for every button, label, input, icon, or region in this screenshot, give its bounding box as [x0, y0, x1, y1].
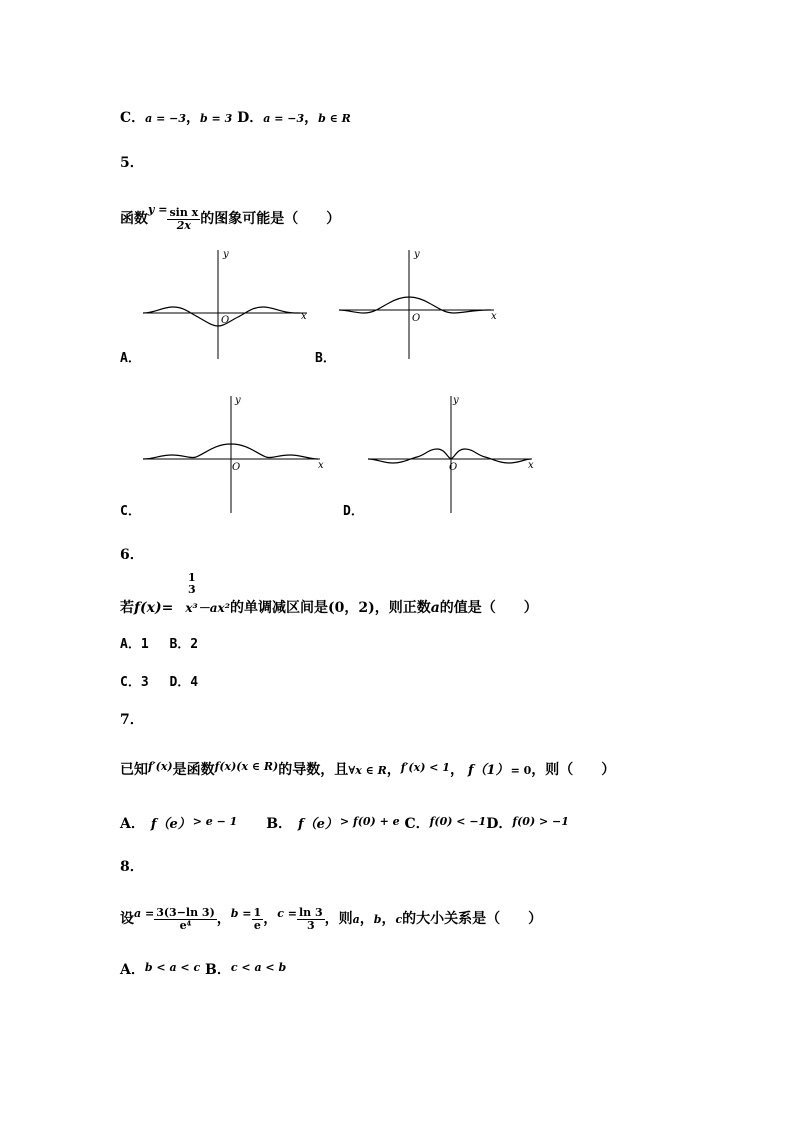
math-expr: f′(x)	[148, 760, 173, 773]
separator: ，	[216, 911, 231, 927]
math-var: c	[395, 913, 403, 926]
math-expr: b < a < c	[144, 961, 201, 974]
y-axis-label: y	[223, 249, 229, 260]
option-d-label: D．	[486, 816, 513, 832]
option-d-label: D．	[343, 504, 364, 519]
question-number: 8．	[120, 859, 144, 875]
fraction	[167, 207, 200, 232]
separator: ，	[359, 911, 374, 927]
x-axis-label: x	[491, 311, 497, 322]
stem-text: 的导数，且	[278, 762, 349, 778]
origin-label: O	[412, 313, 421, 324]
stem-text: 函数	[120, 211, 148, 227]
y-axis-label: y	[414, 249, 420, 260]
math-expr: f(0) < −1	[429, 815, 487, 828]
question-stem	[120, 904, 542, 932]
y-axis-label: y	[235, 395, 241, 406]
fraction	[186, 572, 198, 596]
fraction-denominator: 2x	[176, 218, 191, 232]
separator: ，	[263, 911, 278, 927]
separator: ，	[449, 762, 464, 778]
option-d-label: D．	[237, 110, 264, 126]
separator: ，	[386, 762, 401, 778]
question-stem	[120, 757, 615, 781]
fraction-a	[154, 907, 217, 932]
question-stem	[120, 200, 340, 232]
question-number: 5．	[120, 155, 144, 171]
option-b-label: B．	[266, 816, 293, 832]
math-expr: b = 3	[200, 112, 233, 125]
math-expr: f（1）	[467, 763, 509, 778]
graph-option-d	[365, 393, 545, 515]
option-c-label: C．	[120, 504, 141, 519]
fraction-numerator: 3(3−ln 3)	[156, 905, 215, 919]
curve	[368, 449, 531, 463]
math-expr: c < a < b	[230, 961, 287, 974]
option-c-label: C．	[120, 110, 146, 126]
math-expr: f（e）	[150, 817, 191, 832]
stem-text: ，则（ ）	[531, 762, 616, 778]
graph-option-c	[140, 393, 330, 515]
origin-label: O	[232, 462, 241, 473]
fraction-numerator: ln 3	[298, 905, 323, 919]
math-expr: f(x)(x ∈ R)	[214, 760, 279, 773]
option-a-label: A．	[120, 351, 141, 366]
math-expr: f（e）	[298, 817, 338, 832]
fraction-denominator: 3	[188, 583, 196, 596]
fraction-c	[297, 907, 325, 932]
fraction-numerator: 1	[188, 571, 196, 584]
q7-options	[120, 812, 569, 835]
stem-text: 若	[120, 600, 134, 616]
math-expr: ∀x ∈ R	[348, 764, 387, 777]
origin-label: O	[221, 315, 230, 326]
math-expr: b =	[230, 907, 252, 920]
stem-text: 的单调减区间是(0，2)，则正数	[229, 600, 431, 616]
separator: ，	[381, 911, 396, 927]
graph-option-b	[336, 247, 506, 362]
question-stem-line	[120, 598, 538, 618]
math-expr: c =	[277, 907, 297, 920]
x-axis-label: x	[318, 460, 324, 471]
stem-text: ，则	[324, 911, 353, 927]
question-number: 6．	[120, 547, 144, 563]
option-c-label: C．	[404, 816, 430, 832]
math-expr: a = −3	[145, 112, 187, 125]
separator: ，	[304, 110, 319, 126]
fraction-numerator: 1	[253, 905, 262, 919]
math-expr: x³－ax²	[185, 601, 230, 615]
option-a-label: A．	[120, 816, 145, 832]
fraction-denominator: 3	[306, 918, 315, 932]
math-var: b	[373, 913, 382, 926]
y-axis-label: y	[453, 395, 459, 406]
math-expr: a = −3	[263, 112, 305, 125]
q6-options-cd: C．3 D．4	[120, 675, 199, 690]
math-expr: > f(0) + e	[339, 815, 400, 828]
math-var: a	[430, 600, 440, 616]
fraction-numerator: sin x	[169, 205, 199, 219]
stem-text: 的值是（ ）	[439, 600, 538, 616]
math-expr: f(0) > −1	[512, 815, 569, 828]
math-expr: f′(x) < 1	[400, 761, 450, 774]
math-var: a	[352, 913, 360, 926]
separator: ，	[186, 110, 201, 126]
q6-options-ab: A．1 B．2	[120, 637, 199, 652]
math-expr: f(x)=	[134, 600, 174, 616]
x-axis-label: x	[528, 460, 534, 471]
question-number: 7．	[120, 712, 144, 728]
stem-text: 的图象可能是（ ）	[200, 211, 341, 227]
math-expr: y =	[148, 203, 168, 216]
fraction-b	[252, 907, 264, 932]
q8-options	[120, 958, 286, 980]
math-expr: > e − 1	[192, 815, 238, 828]
option-b-label: B．	[315, 351, 336, 366]
q4-options-cd	[120, 108, 351, 129]
math-expr: b ∈ R	[318, 112, 351, 125]
stem-text: 设	[120, 911, 134, 927]
stem-text: 是函数	[172, 762, 215, 778]
curve	[339, 297, 491, 313]
fraction-denominator: e⁴	[179, 918, 192, 932]
option-a-label: A．	[120, 962, 145, 978]
stem-text: 的大小关系是（ ）	[402, 911, 543, 927]
math-expr: = 0	[510, 764, 532, 777]
math-expr: a =	[134, 907, 155, 920]
fraction-denominator: e	[253, 918, 261, 932]
graph-option-a	[140, 247, 315, 362]
x-axis-label: x	[301, 311, 307, 322]
origin-label: O	[449, 462, 458, 473]
option-b-label: B．	[205, 962, 231, 978]
stem-text: 已知	[120, 762, 148, 778]
